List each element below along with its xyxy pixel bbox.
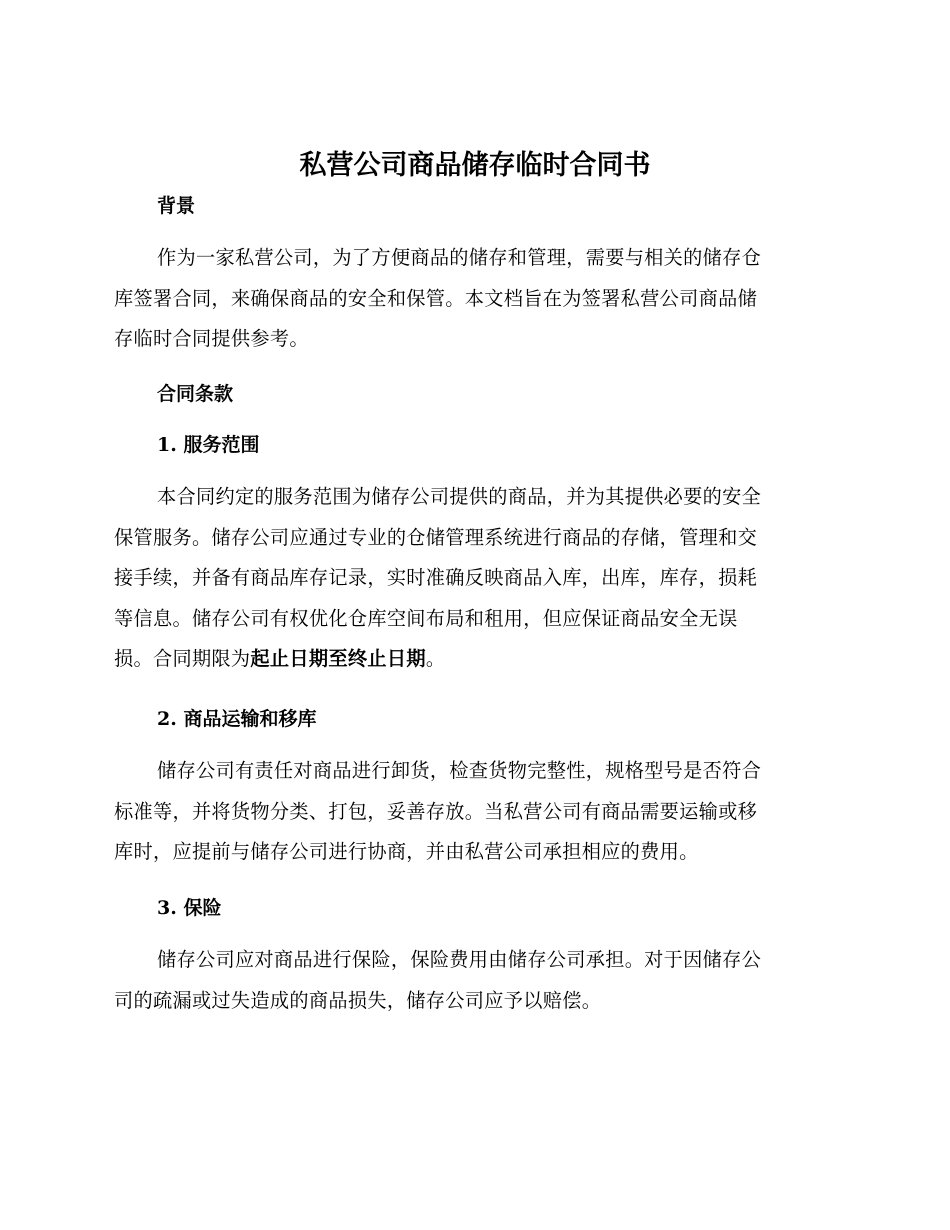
section2-heading: 2. 商品运输和移库: [157, 708, 317, 730]
terms-heading: 合同条款: [157, 383, 234, 405]
contract-term-prefix: 损。合同期限为: [114, 647, 251, 671]
paragraph-line: 储存公司有责任对商品进行卸货，检查货物完整性，规格型号是否符合: [157, 759, 762, 782]
background-heading: 背景: [157, 195, 196, 217]
paragraph-line: 等信息。储存公司有权优化仓库空间布局和租用，但应保证商品安全无误: [114, 606, 738, 630]
section1-paragraph: [114, 477, 830, 680]
contract-term-suffix: 。: [425, 647, 446, 671]
paragraph-line: [114, 639, 830, 680]
document-title: 私营公司商品储存临时合同书: [299, 150, 651, 181]
section3-paragraph: [114, 940, 830, 1021]
paragraph-line: 作为一家私营公司，为了方便商品的储存和管理，需要与相关的储存仓: [157, 246, 762, 269]
paragraph-line: 本合同约定的服务范围为储存公司提供的商品，并为其提供必要的安全: [157, 485, 762, 508]
section3-heading: 3. 保险: [157, 897, 222, 919]
paragraph-line: 保管服务。储存公司应通过专业的仓储管理系统进行商品的存储，管理和交: [114, 525, 758, 549]
paragraph-line: 库时，应提前与储存公司进行协商，并由私营公司承担相应的费用。: [114, 840, 699, 864]
contract-term-dates: 起止日期至终止日期: [250, 647, 426, 671]
paragraph-line: 库签署合同，来确保商品的安全和保管。本文档旨在为签署私营公司商品储: [114, 286, 758, 310]
paragraph-line: 标准等，并将货物分类、打包，妥善存放。当私营公司有商品需要运输或移: [114, 799, 758, 823]
section1-heading: 1. 服务范围: [157, 434, 260, 456]
paragraph-line: 接手续，并备有商品库存记录，实时准确反映商品入库，出库，库存，损耗: [114, 566, 758, 590]
background-paragraph: [114, 238, 830, 360]
section2-paragraph: [114, 751, 830, 873]
paragraph-line: 储存公司应对商品进行保险，保险费用由储存公司承担。对于因储存公: [157, 948, 762, 971]
paragraph-line: 司的疏漏或过失造成的商品损失，储存公司应予以赔偿。: [114, 988, 602, 1012]
paragraph-line: 存临时合同提供参考。: [114, 327, 309, 351]
